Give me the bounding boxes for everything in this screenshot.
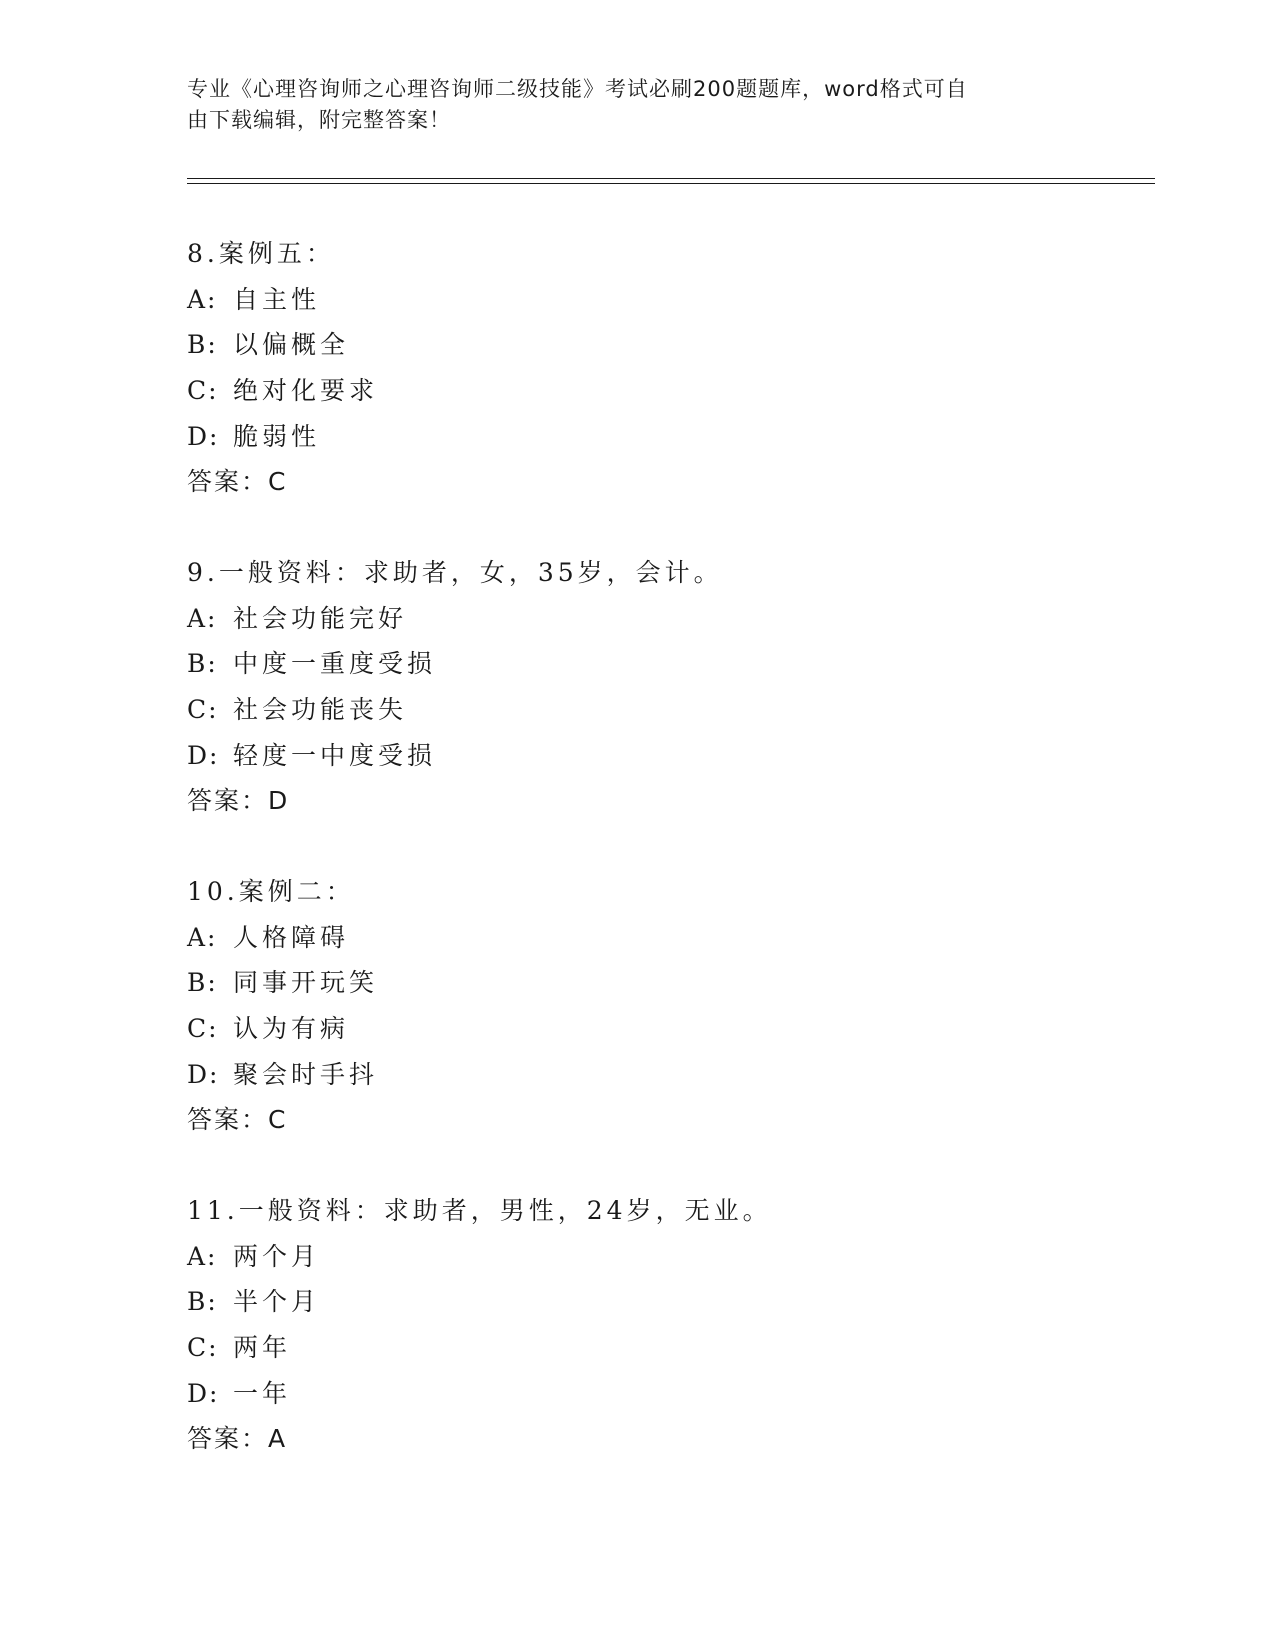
option-a <box>187 915 1087 961</box>
option-c <box>187 1325 1087 1371</box>
option-key: C: <box>187 376 219 406</box>
option-text: 社会功能丧失 <box>233 695 408 725</box>
question-stem: 11.一般资料：求助者，男性，24岁，无业。 <box>187 1196 772 1225</box>
option-a <box>187 277 1087 323</box>
option-text: 以偏概全 <box>233 330 350 360</box>
answer-line: 答案：C <box>187 1105 288 1135</box>
option-key: C: <box>187 1014 219 1044</box>
option-text: 自主性 <box>233 284 321 314</box>
option-text: 人格障碍 <box>233 922 350 952</box>
option-text: 轻度一中度受损 <box>233 740 437 770</box>
option-b <box>187 322 1087 368</box>
option-c <box>187 687 1087 733</box>
option-c <box>187 368 1087 414</box>
option-text: 半个月 <box>233 1287 321 1317</box>
option-a <box>187 596 1087 642</box>
option-key: A: <box>187 284 218 314</box>
option-key: A: <box>187 603 218 633</box>
option-text: 两年 <box>233 1333 292 1363</box>
option-text: 两个月 <box>233 1241 321 1271</box>
option-text: 社会功能完好 <box>233 603 408 633</box>
option-b <box>187 641 1087 687</box>
option-b <box>187 960 1087 1006</box>
option-c <box>187 1006 1087 1052</box>
option-d <box>187 414 1087 460</box>
question-stem: 8.案例五： <box>187 239 335 268</box>
header-line-1: 专业《心理咨询师之心理咨询师二级技能》考试必刷200题题库，word格式可自 <box>187 77 968 101</box>
option-key: A: <box>187 922 218 952</box>
option-key: A: <box>187 1241 218 1271</box>
option-text: 认为有病 <box>233 1014 350 1044</box>
option-key: B: <box>187 330 218 360</box>
option-d <box>187 1052 1087 1098</box>
option-d <box>187 1371 1087 1417</box>
option-text: 同事开玩笑 <box>233 968 379 998</box>
option-a <box>187 1234 1087 1280</box>
option-key: B: <box>187 649 218 679</box>
answer-line: 答案：C <box>187 467 288 497</box>
option-key: C: <box>187 695 219 725</box>
option-d <box>187 733 1087 779</box>
answer-line: 答案：D <box>187 786 290 816</box>
option-text: 中度一重度受损 <box>233 649 437 679</box>
header-divider-bottom <box>187 183 1155 184</box>
option-key: D: <box>187 1378 220 1408</box>
question-block <box>187 869 1087 1143</box>
header-divider-top <box>187 178 1155 179</box>
question-block <box>187 1188 1087 1462</box>
option-text: 聚会时手抖 <box>233 1059 379 1089</box>
question-block <box>187 231 1087 505</box>
option-text: 绝对化要求 <box>233 376 379 406</box>
question-stem: 10.案例二： <box>187 877 355 906</box>
answer-line: 答案：A <box>187 1424 288 1454</box>
option-key: B: <box>187 1287 218 1317</box>
header-line-2: 由下载编辑，附完整答案！ <box>187 108 451 132</box>
option-key: D: <box>187 1059 220 1089</box>
option-text: 一年 <box>233 1378 292 1408</box>
option-key: D: <box>187 421 220 451</box>
option-key: B: <box>187 968 218 998</box>
option-key: C: <box>187 1333 219 1363</box>
document-header <box>187 74 1067 136</box>
option-b <box>187 1279 1087 1325</box>
option-key: D: <box>187 740 220 770</box>
question-stem: 9.一般资料：求助者，女，35岁，会计。 <box>187 558 723 587</box>
question-block <box>187 550 1087 824</box>
option-text: 脆弱性 <box>233 421 321 451</box>
